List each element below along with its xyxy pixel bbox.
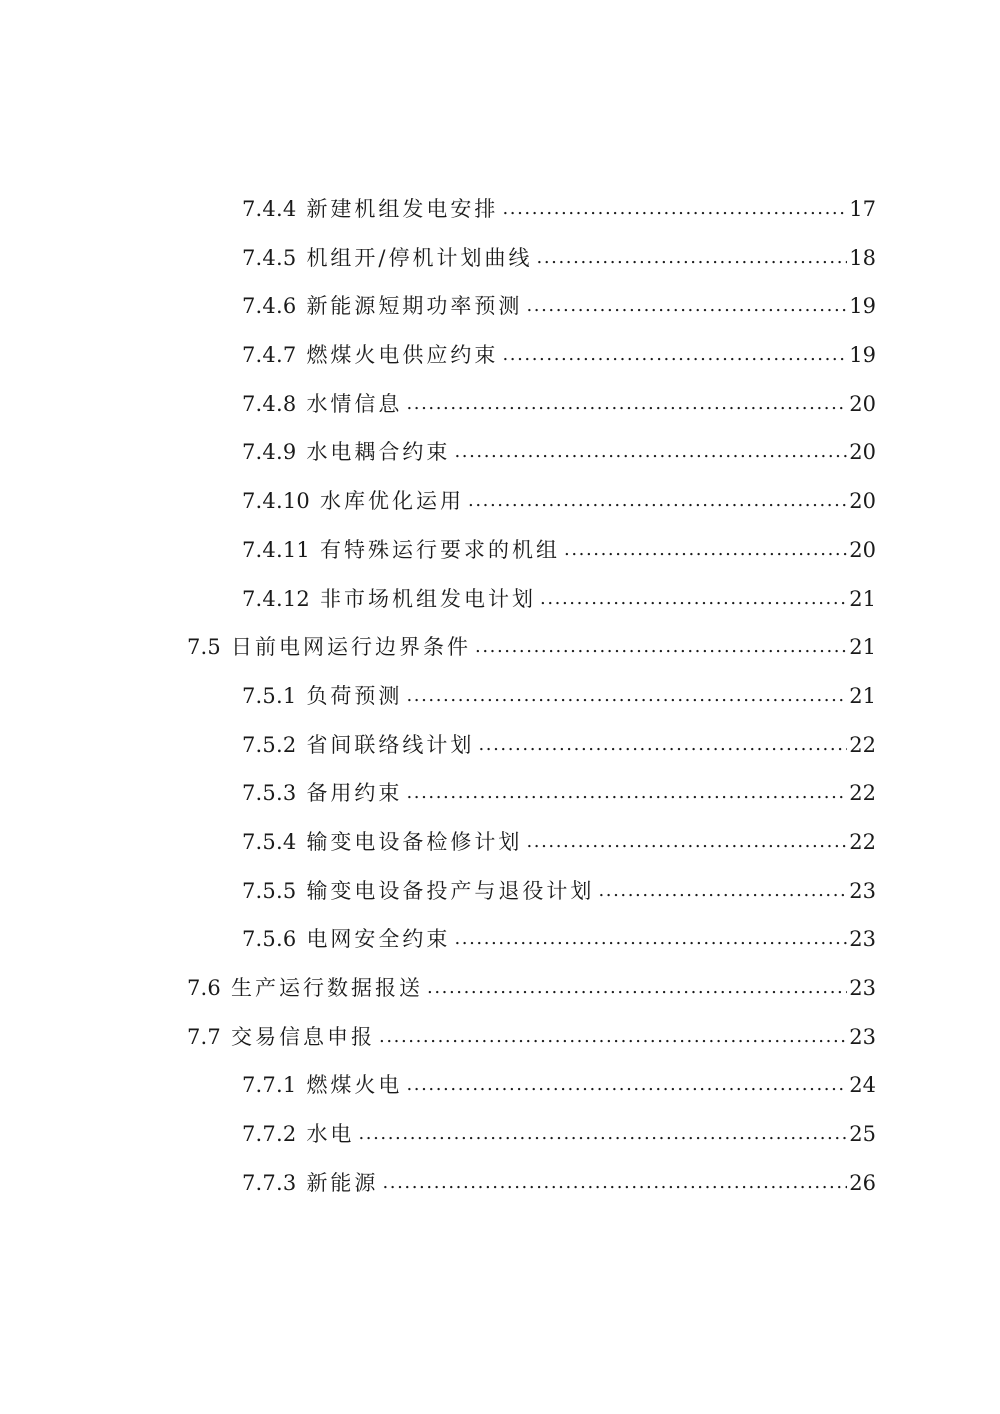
toc-entry-number: 7.4.6 — [242, 294, 297, 319]
toc-dot-leader — [526, 816, 847, 867]
toc-dot-leader — [406, 1059, 847, 1110]
toc-entry-page: 18 — [849, 245, 876, 270]
toc-entry-page: 21 — [849, 586, 876, 611]
toc-entry-title: 电网安全约束 — [306, 927, 451, 952]
toc-entry-page: 22 — [849, 732, 876, 757]
toc-entry-number: 7.4.11 — [242, 537, 310, 562]
toc-entry[interactable] — [0, 331, 1000, 380]
toc-entry[interactable] — [0, 672, 1000, 721]
toc-entry-number: 7.4.10 — [242, 489, 310, 514]
toc-entry-page: 22 — [849, 829, 876, 854]
toc-entry[interactable] — [0, 721, 1000, 770]
toc-entry-page: 26 — [849, 1170, 876, 1195]
toc-entry-title: 水电耦合约束 — [306, 440, 451, 465]
toc-dot-leader — [454, 913, 847, 964]
toc-entry-page: 24 — [849, 1073, 876, 1098]
toc-entry-title: 备用约束 — [306, 781, 403, 806]
toc-entry[interactable] — [0, 818, 1000, 867]
toc-entry-title: 非市场机组发电计划 — [320, 586, 536, 611]
toc-entry[interactable] — [0, 380, 1000, 429]
toc-entry-number: 7.7 — [187, 1024, 221, 1049]
toc-dot-leader — [406, 767, 847, 818]
toc-entry-number: 7.4.4 — [242, 197, 297, 221]
toc-entry-page: 22 — [849, 781, 876, 806]
toc-entry-page: 19 — [849, 294, 876, 319]
toc-dot-leader — [379, 1011, 847, 1062]
toc-dot-leader — [382, 1157, 847, 1208]
toc-entry-title: 交易信息申报 — [231, 1024, 375, 1049]
toc-entry-title: 燃煤火电 — [306, 1073, 403, 1098]
toc-dot-leader — [454, 426, 847, 477]
toc-entry-page: 23 — [849, 927, 876, 952]
toc-entry-number: 7.5.5 — [242, 878, 297, 903]
toc-dot-leader — [526, 280, 847, 331]
toc-dot-leader — [537, 232, 848, 283]
toc-entry-number: 7.5.4 — [242, 829, 297, 854]
toc-entry[interactable] — [0, 428, 1000, 477]
toc-section-entry[interactable] — [0, 964, 1000, 1013]
toc-entry-title: 水情信息 — [306, 391, 403, 416]
toc-entry-number: 7.4.9 — [242, 440, 297, 465]
toc-entry[interactable] — [0, 1110, 1000, 1159]
toc-entry-page: 21 — [849, 683, 876, 708]
toc-entry-number: 7.5.3 — [242, 781, 297, 806]
toc-entry-page: 17 — [849, 197, 876, 221]
toc-entry-number: 7.7.1 — [242, 1073, 297, 1098]
toc-entry-title: 日前电网运行边界条件 — [231, 635, 471, 660]
toc-entry-title: 新建机组发电安排 — [306, 197, 499, 221]
toc-section-entry[interactable] — [0, 1013, 1000, 1062]
toc-entry[interactable] — [0, 915, 1000, 964]
toc-dot-leader — [475, 621, 847, 672]
toc-entry[interactable] — [0, 1159, 1000, 1208]
toc-entry-title: 省间联络线计划 — [306, 732, 475, 757]
toc-entry-number: 7.4.8 — [242, 391, 297, 416]
toc-dot-leader — [540, 573, 847, 624]
toc-entry[interactable] — [0, 526, 1000, 575]
toc-entry[interactable] — [0, 575, 1000, 624]
toc-dot-leader — [502, 183, 847, 234]
toc-dot-leader — [406, 670, 847, 721]
toc-dot-leader — [598, 865, 847, 916]
toc-entry-title: 新能源短期功率预测 — [306, 294, 523, 319]
toc-entry-title: 有特殊运行要求的机组 — [320, 537, 560, 562]
toc-entry-number: 7.6 — [187, 976, 221, 1000]
toc-entry-title: 机组开/停机计划曲线 — [306, 245, 533, 270]
toc-entry-page: 23 — [849, 1024, 876, 1049]
toc-entry-number: 7.5 — [187, 635, 221, 660]
toc-entry-title: 输变电设备检修计划 — [306, 829, 523, 854]
toc-entry-page: 23 — [849, 976, 876, 1000]
toc-dot-leader — [478, 719, 847, 770]
toc-dot-leader — [468, 475, 847, 526]
toc-dot-leader — [427, 962, 847, 1013]
toc-entry-number: 7.5.1 — [242, 683, 297, 708]
toc-entry-title: 输变电设备投产与退役计划 — [306, 878, 595, 903]
toc-entry[interactable] — [0, 1061, 1000, 1110]
toc-entry-number: 7.5.2 — [242, 732, 297, 757]
toc-dot-leader — [358, 1108, 847, 1159]
toc-entry-page: 25 — [849, 1122, 876, 1147]
toc-entry-page: 19 — [849, 343, 876, 368]
toc-entry[interactable] — [0, 234, 1000, 283]
toc-entry-number: 7.5.6 — [242, 927, 297, 952]
toc-entry-number: 7.7.2 — [242, 1122, 297, 1147]
toc-entry-title: 负荷预测 — [306, 683, 403, 708]
toc-entry-title: 新能源 — [306, 1170, 379, 1195]
toc-entry-page: 20 — [849, 391, 876, 416]
toc-entry-title: 燃煤火电供应约束 — [306, 343, 499, 368]
toc-dot-leader — [406, 378, 847, 429]
toc-entry-title: 水电 — [306, 1122, 355, 1147]
toc-dot-leader — [564, 524, 847, 575]
toc-entry-title: 水库优化运用 — [320, 489, 464, 514]
toc-entry-page: 20 — [849, 489, 876, 514]
toc-entry-page: 23 — [849, 878, 876, 903]
toc-entry-number: 7.4.12 — [242, 586, 310, 611]
toc-entry-number: 7.4.5 — [242, 245, 297, 270]
toc-entry[interactable] — [0, 185, 1000, 234]
toc-entry[interactable] — [0, 477, 1000, 526]
toc-entry-page: 21 — [849, 635, 876, 660]
toc-entry-page: 20 — [849, 537, 876, 562]
toc-dot-leader — [502, 329, 847, 380]
table-of-contents — [0, 185, 1000, 1207]
toc-section-entry[interactable] — [0, 623, 1000, 672]
toc-entry-number: 7.7.3 — [242, 1170, 297, 1195]
toc-entry[interactable] — [0, 282, 1000, 331]
toc-entry-number: 7.4.7 — [242, 343, 297, 368]
toc-entry[interactable] — [0, 867, 1000, 916]
toc-entry[interactable] — [0, 769, 1000, 818]
toc-entry-title: 生产运行数据报送 — [231, 976, 423, 1000]
toc-entry-page: 20 — [849, 440, 876, 465]
